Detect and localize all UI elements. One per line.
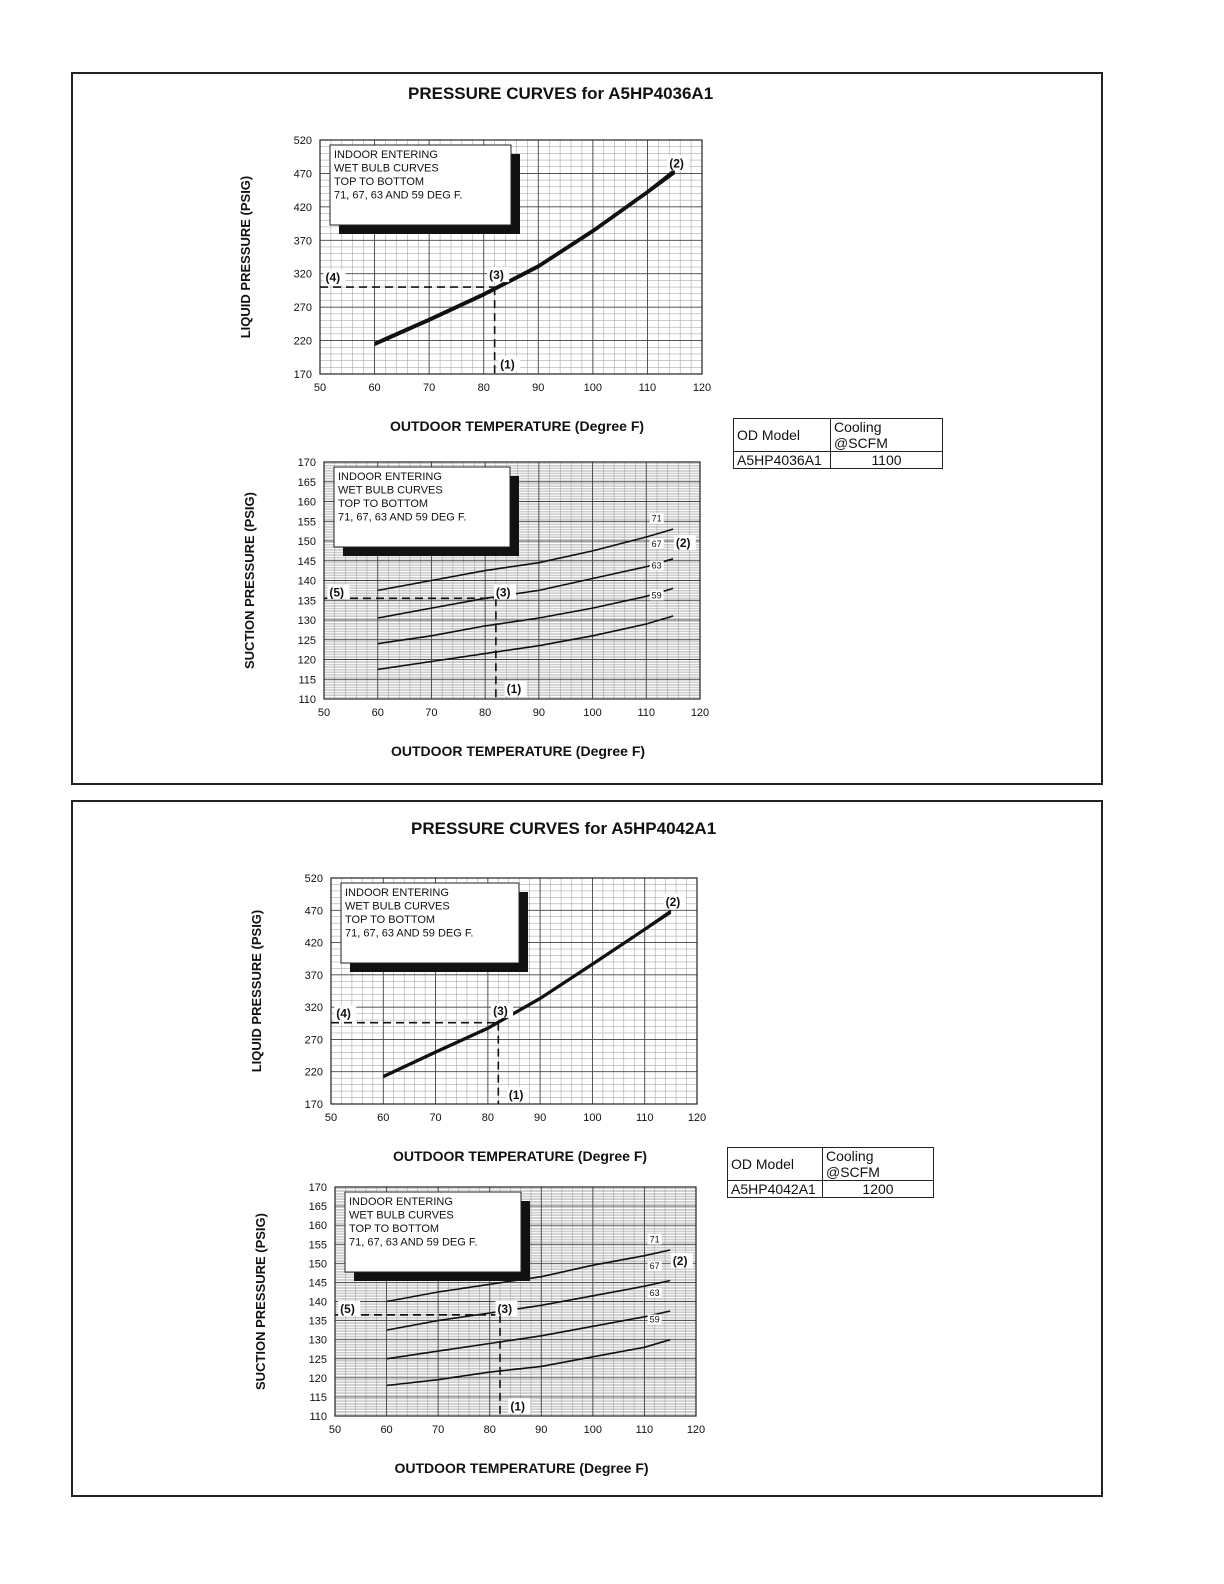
y-tick-label: 520 — [293, 135, 312, 147]
note-line: INDOOR ENTERING — [334, 149, 438, 161]
annotation-label: (4) — [336, 1006, 351, 1021]
od-model-header: OD Model — [734, 419, 831, 452]
y-tick-label: 115 — [309, 1391, 327, 1404]
x-tick-label: 70 — [425, 707, 438, 719]
note-line: TOP TO BOTTOM — [345, 914, 436, 926]
y-tick-label: 470 — [304, 905, 323, 918]
panel-title: PRESSURE CURVES for A5HP4042A1 — [411, 819, 717, 838]
note-line: INDOOR ENTERING — [345, 887, 449, 899]
y-axis-label: SUCTION PRESSURE (PSIG) — [242, 492, 257, 669]
annotation-label: (2) — [669, 156, 684, 171]
x-tick-label: 60 — [371, 707, 384, 719]
x-tick-label: 90 — [535, 1424, 548, 1436]
annotation-label: (4) — [325, 270, 341, 285]
x-tick-label: 50 — [324, 1112, 338, 1124]
y-tick-label: 120 — [297, 654, 316, 667]
series-line-67 — [387, 1281, 671, 1331]
annotation-label: (3) — [493, 1003, 508, 1018]
annotation-label: (1) — [508, 1087, 524, 1102]
note-line: WET BULB CURVES — [345, 900, 450, 913]
y-tick-label: 170 — [293, 369, 312, 381]
annotation-label: (3) — [495, 585, 511, 600]
y-tick-label: 140 — [297, 575, 316, 588]
x-tick-label: 120 — [692, 382, 712, 394]
x-tick-label: 100 — [583, 707, 602, 719]
x-axis-label: OUTDOOR TEMPERATURE (Degree F) — [394, 1460, 649, 1476]
y-tick-label: 170 — [297, 457, 316, 469]
x-tick-label: 110 — [637, 707, 656, 719]
y-tick-label: 155 — [297, 516, 316, 529]
x-tick-label: 80 — [483, 1424, 496, 1436]
y-tick-label: 160 — [297, 496, 316, 509]
curve-label: 67 — [649, 1261, 660, 1272]
x-tick-label: 80 — [477, 382, 490, 394]
x-tick-label: 100 — [583, 1424, 603, 1436]
cooling-scfm-value: 1100 — [831, 452, 943, 469]
x-axis-label: OUTDOOR TEMPERATURE (Degree F) — [390, 743, 646, 759]
y-tick-label: 270 — [304, 1034, 323, 1047]
y-tick-label: 320 — [293, 268, 312, 281]
od-model-value: A5HP4042A1 — [728, 1181, 823, 1198]
y-tick-label: 155 — [308, 1239, 327, 1252]
annotation-label: (1) — [506, 682, 522, 697]
y-tick-label: 370 — [293, 235, 312, 248]
y-tick-label: 370 — [304, 969, 323, 982]
annotation-label: (5) — [329, 585, 345, 600]
note-line: 71, 67, 63 AND 59 DEG F. — [345, 927, 474, 940]
y-tick-label: 130 — [308, 1334, 327, 1347]
y-tick-label: 520 — [304, 873, 323, 885]
annotation-label: (2) — [672, 1254, 688, 1269]
x-tick-label: 100 — [583, 382, 603, 394]
annotation-label: (3) — [489, 268, 504, 283]
y-tick-label: 110 — [298, 694, 316, 706]
y-tick-label: 170 — [308, 1182, 327, 1194]
y-tick-label: 150 — [308, 1258, 327, 1271]
y-tick-label: 165 — [297, 476, 316, 489]
note-line: INDOOR ENTERING — [349, 1196, 453, 1208]
x-tick-label: 90 — [532, 382, 545, 394]
note-line: 71, 67, 63 AND 59 DEG F. — [349, 1236, 478, 1249]
cooling-scfm-header: Cooling @SCFM — [831, 419, 943, 452]
y-tick-label: 420 — [293, 201, 312, 214]
note-line: TOP TO BOTTOM — [334, 176, 425, 188]
y-tick-label: 145 — [308, 1277, 327, 1290]
x-tick-label: 60 — [368, 382, 381, 394]
note-line: WET BULB CURVES — [349, 1209, 454, 1222]
x-tick-label: 70 — [432, 1424, 445, 1436]
x-tick-label: 60 — [377, 1112, 390, 1124]
cooling-scfm-header: Cooling @SCFM — [823, 1148, 934, 1181]
curve-label: 71 — [649, 1234, 660, 1245]
x-tick-label: 120 — [687, 1112, 707, 1124]
panel-title: PRESSURE CURVES for A5HP4036A1 — [408, 84, 714, 103]
x-tick-label: 50 — [328, 1424, 342, 1436]
y-tick-label: 220 — [293, 335, 312, 348]
note-line: TOP TO BOTTOM — [349, 1223, 440, 1235]
curve-label: 71 — [651, 513, 662, 524]
curve-label: 59 — [649, 1314, 660, 1325]
annotation-label: (5) — [340, 1301, 355, 1316]
note-line: WET BULB CURVES — [338, 484, 443, 497]
annotation-label: (2) — [675, 535, 691, 550]
x-tick-label: 50 — [317, 707, 331, 719]
y-tick-label: 125 — [308, 1353, 327, 1366]
y-tick-label: 165 — [308, 1201, 327, 1214]
y-tick-label: 120 — [308, 1372, 327, 1385]
y-tick-label: 220 — [304, 1066, 323, 1079]
od-model-header: OD Model — [728, 1148, 823, 1181]
od-model-value: A5HP4036A1 — [734, 452, 831, 469]
x-tick-label: 90 — [534, 1112, 547, 1124]
curve-label: 63 — [651, 560, 662, 571]
y-tick-label: 115 — [298, 674, 316, 687]
note-line: WET BULB CURVES — [334, 162, 439, 175]
x-tick-label: 120 — [686, 1424, 706, 1436]
x-tick-label: 110 — [635, 1112, 654, 1124]
y-axis-label: LIQUID PRESSURE (PSIG) — [238, 175, 253, 339]
annotation-label: (1) — [510, 1399, 526, 1414]
x-tick-label: 100 — [583, 1112, 602, 1124]
y-tick-label: 160 — [308, 1220, 327, 1233]
annotation-label: (2) — [665, 894, 681, 909]
series-line-59 — [387, 1340, 671, 1386]
x-tick-label: 80 — [479, 707, 492, 719]
annotation-label: (3) — [497, 1301, 513, 1316]
note-line: 71, 67, 63 AND 59 DEG F. — [334, 189, 463, 202]
x-tick-label: 70 — [423, 382, 436, 394]
y-tick-label: 420 — [304, 937, 323, 950]
x-tick-label: 110 — [635, 1424, 654, 1436]
x-tick-label: 50 — [313, 382, 327, 394]
y-axis-label: LIQUID PRESSURE (PSIG) — [249, 909, 264, 1073]
y-tick-label: 270 — [293, 302, 312, 315]
note-line: TOP TO BOTTOM — [338, 498, 429, 510]
x-axis-label: OUTDOOR TEMPERATURE (Degree F) — [392, 1148, 648, 1164]
note-line: 71, 67, 63 AND 59 DEG F. — [338, 511, 467, 524]
x-axis-label: OUTDOOR TEMPERATURE (Degree F) — [389, 418, 645, 434]
y-tick-label: 470 — [293, 168, 312, 181]
x-tick-label: 110 — [638, 382, 657, 394]
y-axis-label: SUCTION PRESSURE (PSIG) — [253, 1213, 268, 1390]
y-tick-label: 140 — [308, 1296, 327, 1309]
y-tick-label: 110 — [309, 1411, 327, 1423]
curve-label: 59 — [651, 590, 662, 601]
y-tick-label: 125 — [297, 634, 316, 647]
x-tick-label: 70 — [429, 1112, 442, 1124]
y-tick-label: 320 — [304, 1002, 323, 1015]
curve-label: 63 — [649, 1287, 660, 1298]
x-tick-label: 80 — [481, 1112, 494, 1124]
curve-label: 67 — [651, 538, 662, 549]
annotation-label: (1) — [500, 357, 515, 372]
y-tick-label: 135 — [297, 595, 316, 608]
x-tick-label: 90 — [532, 707, 545, 719]
y-tick-label: 150 — [297, 536, 316, 548]
x-tick-label: 120 — [690, 707, 710, 719]
y-tick-label: 170 — [304, 1099, 323, 1111]
note-line: INDOOR ENTERING — [338, 471, 442, 483]
x-tick-label: 60 — [380, 1424, 393, 1436]
cooling-scfm-value: 1200 — [823, 1181, 934, 1198]
y-tick-label: 130 — [297, 615, 316, 627]
y-tick-label: 145 — [297, 555, 316, 568]
y-tick-label: 135 — [308, 1315, 327, 1328]
